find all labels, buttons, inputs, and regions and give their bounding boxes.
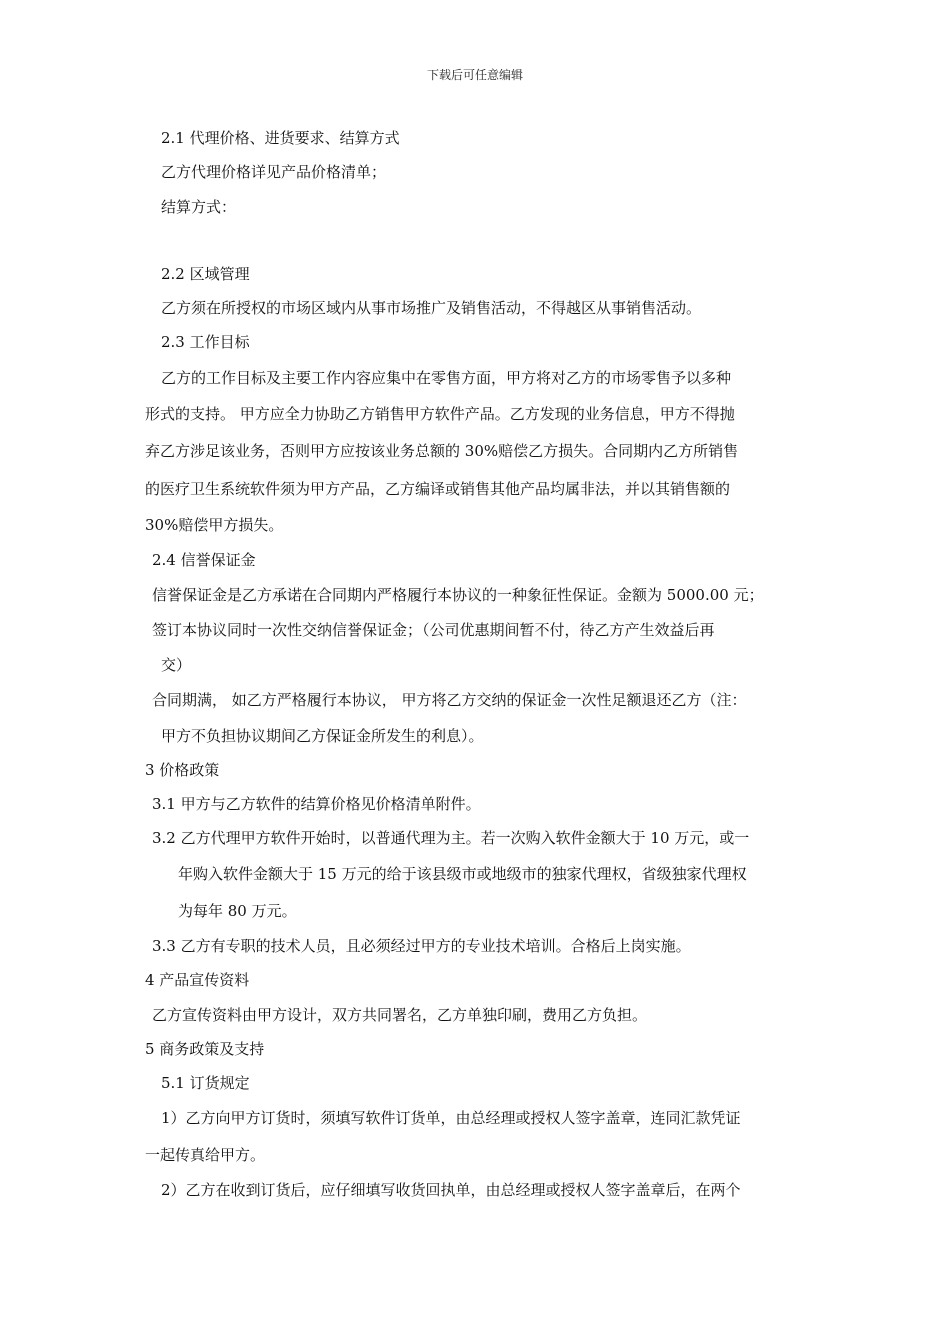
paragraph-line: 形式的支持。 甲方应全力协助乙方销售甲方软件产品。乙方发现的业务信息，甲方不得抛 — [145, 405, 735, 423]
paragraph-line: 乙方宣传资料由甲方设计，双方共同署名，乙方单独印刷，费用乙方负担。 — [152, 1006, 648, 1024]
paragraph-line: 合同期满， 如乙方严格履行本协议， 甲方将乙方交纳的保证金一次性足额退还乙方（注： — [152, 691, 747, 709]
paragraph-line: 信誉保证金是乙方承诺在合同期内严格履行本协议的一种象征性保证。金额为 5000.00 元； — [152, 586, 764, 604]
paragraph-line: 乙方代理价格详见产品价格清单； — [161, 163, 387, 181]
paragraph-line: 乙方须在所授权的市场区域内从事市场推广及销售活动，不得越区从事销售活动。 — [161, 299, 702, 317]
paragraph-line: 签订本协议同时一次性交纳信誉保证金；（公司优惠期间暂不付，待乙方产生效益后再 — [152, 621, 715, 639]
section-heading-5-1: 5.1 订货规定 — [161, 1074, 250, 1092]
paragraph-line: 1）乙方向甲方订货时，须填写软件订货单，由总经理或授权人签字盖章，连同汇款凭证 — [161, 1109, 741, 1127]
section-heading-5: 5 商务政策及支持 — [145, 1040, 265, 1058]
section-heading-2-3: 2.3 工作目标 — [161, 333, 250, 351]
paragraph-line: 乙方的工作目标及主要工作内容应集中在零售方面，甲方将对乙方的市场零售予以多种 — [161, 369, 732, 387]
paragraph-line: 结算方式： — [161, 198, 237, 216]
paragraph-line: 的医疗卫生系统软件须为甲方产品，乙方编译或销售其他产品均属非法，并以其销售额的 — [145, 480, 731, 498]
section-heading-2-1: 2.1 代理价格、进货要求、结算方式 — [161, 129, 400, 147]
section-heading-2-4: 2.4 信誉保证金 — [152, 551, 256, 569]
paragraph-line: 年购入软件金额大于 15 万元的给于该县级市或地级市的独家代理权，省级独家代理权 — [178, 865, 747, 883]
paragraph-line: 3.3 乙方有专职的技术人员，且必须经过甲方的专业技术培训。合格后上岗实施。 — [152, 937, 691, 955]
paragraph-line: 一起传真给甲方。 — [145, 1146, 266, 1164]
paragraph-line: 3.2 乙方代理甲方软件开始时，以普通代理为主。若一次购入软件金额大于 10 万元，或一 — [152, 829, 750, 847]
paragraph-line: 弃乙方涉足该业务，否则甲方应按该业务总额的 30%赔偿乙方损失。合同期内乙方所销售 — [145, 442, 739, 460]
paragraph-line: 甲方不负担协议期间乙方保证金所发生的利息）。 — [161, 727, 484, 745]
paragraph-line: 为每年 80 万元。 — [178, 902, 297, 920]
section-heading-4: 4 产品宣传资料 — [145, 971, 250, 989]
page-header: 下载后可任意编辑 — [426, 68, 523, 82]
section-heading-3: 3 价格政策 — [145, 761, 220, 779]
paragraph-line: 30%赔偿甲方损失。 — [145, 516, 284, 534]
paragraph-line: 交） — [161, 656, 192, 674]
paragraph-line: 2）乙方在收到订货后，应仔细填写收货回执单，由总经理或授权人签字盖章后，在两个 — [161, 1181, 741, 1199]
section-heading-2-2: 2.2 区域管理 — [161, 265, 250, 283]
paragraph-line: 3.1 甲方与乙方软件的结算价格见价格清单附件。 — [152, 795, 481, 813]
